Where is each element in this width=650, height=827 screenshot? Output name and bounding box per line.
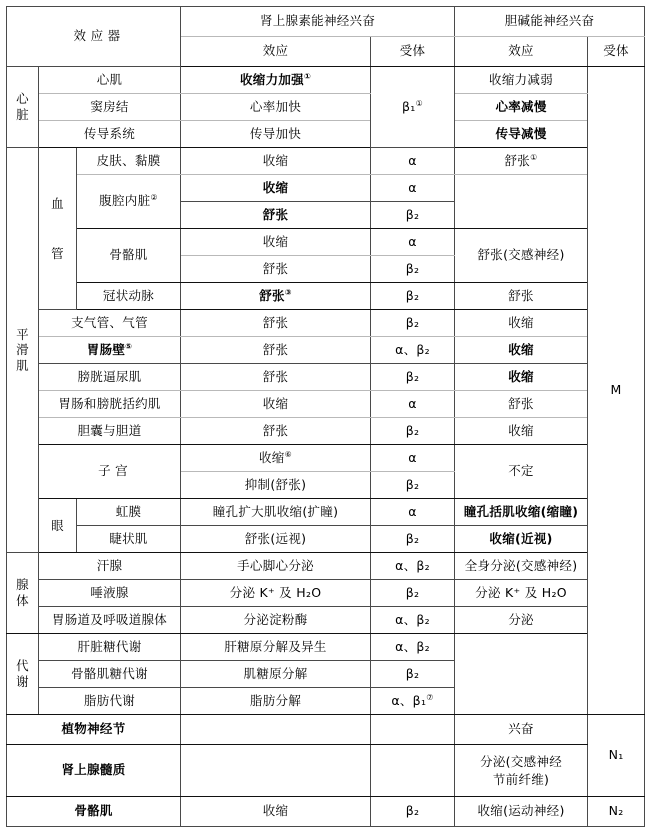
cholinergic-effect-salivary-gland: 分泌 K⁺ 及 H₂O — [455, 580, 588, 607]
cholinergic-effect-skeletal-muscle-vessel: 舒张(交感神经) — [455, 229, 588, 283]
organ-coronary-artery: 冠状动脉 — [77, 283, 181, 310]
cholinergic-effect-sweat-gland: 全身分泌(交感神经) — [455, 553, 588, 580]
adrenergic-effect-gi-bladder-sphincter: 收缩 — [181, 391, 371, 418]
adrenergic-receptor-skeletal-muscle-vessel-alpha: α — [371, 229, 455, 256]
adrenergic-receptor-skeletal-muscle-glucose-metabolism: β₂ — [371, 661, 455, 688]
adrenergic-receptor-gi-respiratory-glands: α、β₂ — [371, 607, 455, 634]
cholinergic-receptor-n2: N₂ — [588, 797, 645, 827]
header-adrenergic-effect: 效应 — [181, 37, 371, 67]
organ-adrenal-medulla: 肾上腺髓质 — [7, 745, 181, 797]
organ-skeletal-muscle: 骨骼肌 — [7, 797, 181, 827]
adrenergic-effect-ciliary-muscle: 舒张(远视) — [181, 526, 371, 553]
organ-fat-metabolism: 脂肪代谢 — [39, 688, 181, 715]
adrenergic-receptor-salivary-gland: β₂ — [371, 580, 455, 607]
table-row — [7, 148, 645, 175]
adrenergic-receptor-skin-mucosa: α — [371, 148, 455, 175]
adrenergic-receptor-coronary-artery: β₂ — [371, 283, 455, 310]
adrenergic-receptor-liver-glucose-metabolism: α、β₂ — [371, 634, 455, 661]
header-cholinergic-receptor: 受体 — [588, 37, 645, 67]
cholinergic-effect-uterus: 不定 — [455, 445, 588, 499]
adrenergic-effect-coronary-artery: 舒张③ — [181, 283, 371, 310]
adrenergic-effect-sweat-gland: 手心脚心分泌 — [181, 553, 371, 580]
adrenergic-receptor-autonomic-ganglion — [371, 715, 455, 745]
group-vessel: 血 管 — [39, 148, 77, 310]
table-row — [7, 715, 645, 745]
table-row — [7, 391, 645, 418]
organ-uterus: 子 宫 — [39, 445, 181, 499]
adrenergic-receptor-fat-metabolism: α、β₁⑦ — [371, 688, 455, 715]
adrenergic-effect-skeletal-muscle: 收缩 — [181, 797, 371, 827]
adrenergic-receptor-gastrointestinal-wall: α、β₂ — [371, 337, 455, 364]
header-row-1 — [7, 7, 645, 37]
cholinergic-effect-skeletal-muscle: 收缩(运动神经) — [455, 797, 588, 827]
adrenergic-receptor-sweat-gland: α、β₂ — [371, 553, 455, 580]
table-row — [7, 499, 645, 526]
organ-myocardium: 心肌 — [39, 67, 181, 94]
table-row — [7, 67, 645, 94]
organ-sweat-gland: 汗腺 — [39, 553, 181, 580]
adrenergic-effect-gastrointestinal-wall: 舒张 — [181, 337, 371, 364]
organ-conduction-system: 传导系统 — [39, 121, 181, 148]
table-row — [7, 580, 645, 607]
adrenergic-effect-fat-metabolism: 脂肪分解 — [181, 688, 371, 715]
footnote-mark: ② — [150, 193, 158, 203]
group-metabolism: 代 谢 — [7, 634, 39, 715]
table-row — [7, 607, 645, 634]
table-row — [7, 526, 645, 553]
cholinergic-effect-autonomic-ganglion: 兴奋 — [455, 715, 588, 745]
adrenergic-receptor-heart: β₁① — [371, 67, 455, 148]
header-effector: 效 应 器 — [7, 7, 181, 67]
table-row — [7, 310, 645, 337]
organ-ciliary-muscle: 睫状肌 — [77, 526, 181, 553]
adrenergic-effect-autonomic-ganglion — [181, 715, 371, 745]
table-row — [7, 445, 645, 472]
adrenergic-receptor-uterus-alpha: α — [371, 445, 455, 472]
adrenergic-effect-abdominal-viscera-constrict: 收缩 — [181, 175, 371, 202]
organ-gastrointestinal-wall: 胃肠壁⑤ — [39, 337, 181, 364]
table-row — [7, 283, 645, 310]
adrenergic-effect-skeletal-muscle-glucose-metabolism: 肌糖原分解 — [181, 661, 371, 688]
cholinergic-effect-adrenal-medulla: 分泌(交感神经 节前纤维) — [455, 745, 588, 797]
adrenergic-receptor-skeletal-muscle: β₂ — [371, 797, 455, 827]
autonomic-effector-table — [6, 6, 645, 827]
adrenergic-receptor-skeletal-muscle-vessel-beta2: β₂ — [371, 256, 455, 283]
adrenergic-receptor-abdominal-viscera-beta2: β₂ — [371, 202, 455, 229]
adrenergic-effect-adrenal-medulla — [181, 745, 371, 797]
adrenergic-effect-sinoatrial-node: 心率加快 — [181, 94, 371, 121]
footnote-mark: ⑦ — [426, 692, 434, 702]
cholinergic-effect-bladder-detrusor: 收缩 — [455, 364, 588, 391]
header-adrenergic-receptor: 受体 — [371, 37, 455, 67]
cholinergic-effect-ciliary-muscle: 收缩(近视) — [455, 526, 588, 553]
adrenergic-effect-gi-respiratory-glands: 分泌淀粉酶 — [181, 607, 371, 634]
cholinergic-effect-gastrointestinal-wall: 收缩 — [455, 337, 588, 364]
footnote-mark: ③ — [284, 287, 292, 297]
adrenergic-effect-liver-glucose-metabolism: 肝糖原分解及异生 — [181, 634, 371, 661]
organ-iris: 虹膜 — [77, 499, 181, 526]
adrenergic-effect-skin-mucosa: 收缩 — [181, 148, 371, 175]
cholinergic-effect-skin-mucosa: 舒张① — [455, 148, 588, 175]
footnote-mark: ① — [304, 71, 312, 81]
table-row — [7, 337, 645, 364]
adrenergic-effect-skeletal-muscle-vessel-constrict: 收缩 — [181, 229, 371, 256]
group-smooth-muscle: 平 滑 肌 — [7, 148, 39, 553]
organ-skin-mucosa: 皮肤、黏膜 — [77, 148, 181, 175]
group-gland: 腺 体 — [7, 553, 39, 634]
cholinergic-effect-abdominal-viscera — [455, 175, 588, 229]
adrenergic-receptor-gi-bladder-sphincter: α — [371, 391, 455, 418]
table-row — [7, 797, 645, 827]
cholinergic-receptor-n1: N₁ — [588, 715, 645, 797]
adrenergic-effect-bronchus-trachea: 舒张 — [181, 310, 371, 337]
adrenergic-effect-iris: 瞳孔扩大肌收缩(扩瞳) — [181, 499, 371, 526]
cholinergic-effect-coronary-artery: 舒张 — [455, 283, 588, 310]
table-row — [7, 553, 645, 580]
adrenergic-receptor-bronchus-trachea: β₂ — [371, 310, 455, 337]
organ-gallbladder-bile-duct: 胆囊与胆道 — [39, 418, 181, 445]
adrenergic-receptor-ciliary-muscle: β₂ — [371, 526, 455, 553]
organ-liver-glucose-metabolism: 肝脏糖代谢 — [39, 634, 181, 661]
organ-abdominal-viscera: 腹腔内脏② — [77, 175, 181, 229]
adrenergic-effect-salivary-gland: 分泌 K⁺ 及 H₂O — [181, 580, 371, 607]
cholinergic-effect-iris: 瞳孔括肌收缩(缩瞳) — [455, 499, 588, 526]
table-row — [7, 634, 645, 661]
table-row — [7, 745, 645, 797]
header-cholinergic: 胆碱能神经兴奋 — [455, 7, 645, 37]
organ-bladder-detrusor: 膀胱逼尿肌 — [39, 364, 181, 391]
adrenergic-effect-abdominal-viscera-dilate: 舒张 — [181, 202, 371, 229]
adrenergic-receptor-gallbladder-bile-duct: β₂ — [371, 418, 455, 445]
organ-gi-bladder-sphincter: 胃肠和膀胱括约肌 — [39, 391, 181, 418]
adrenergic-receptor-adrenal-medulla — [371, 745, 455, 797]
cholinergic-effect-bronchus-trachea: 收缩 — [455, 310, 588, 337]
cholinergic-receptor-m: M — [588, 67, 645, 715]
organ-sinoatrial-node: 窦房结 — [39, 94, 181, 121]
header-cholinergic-effect: 效应 — [455, 37, 588, 67]
adrenergic-effect-gallbladder-bile-duct: 舒张 — [181, 418, 371, 445]
cholinergic-effect-sinoatrial-node: 心率减慢 — [455, 94, 588, 121]
table-row — [7, 121, 645, 148]
organ-skeletal-muscle-glucose-metabolism: 骨骼肌糖代谢 — [39, 661, 181, 688]
cholinergic-effect-gi-bladder-sphincter: 舒张 — [455, 391, 588, 418]
footnote-mark: ① — [530, 152, 538, 162]
adrenergic-effect-uterus-inhibit: 抑制(舒张) — [181, 472, 371, 499]
footnote-mark: ⑤ — [125, 341, 133, 351]
adrenergic-receptor-bladder-detrusor: β₂ — [371, 364, 455, 391]
table-row — [7, 418, 645, 445]
organ-gi-respiratory-glands: 胃肠道及呼吸道腺体 — [39, 607, 181, 634]
cholinergic-effect-metabolism — [455, 634, 588, 715]
adrenergic-effect-bladder-detrusor: 舒张 — [181, 364, 371, 391]
adrenergic-receptor-iris: α — [371, 499, 455, 526]
footnote-mark: ① — [415, 98, 424, 108]
table-row — [7, 229, 645, 256]
organ-autonomic-ganglion: 植物神经节 — [7, 715, 181, 745]
header-adrenergic: 肾上腺素能神经兴奋 — [181, 7, 455, 37]
cholinergic-effect-myocardium: 收缩力减弱 — [455, 67, 588, 94]
organ-salivary-gland: 唾液腺 — [39, 580, 181, 607]
adrenergic-effect-uterus-constrict: 收缩⑥ — [181, 445, 371, 472]
cholinergic-effect-conduction-system: 传导减慢 — [455, 121, 588, 148]
adrenergic-receptor-abdominal-viscera-alpha: α — [371, 175, 455, 202]
footnote-mark: ⑥ — [284, 449, 293, 459]
group-heart: 心 脏 — [7, 67, 39, 148]
organ-skeletal-muscle-vessel: 骨骼肌 — [77, 229, 181, 283]
table-row — [7, 94, 645, 121]
adrenergic-receptor-uterus-beta2: β₂ — [371, 472, 455, 499]
cholinergic-effect-gi-respiratory-glands: 分泌 — [455, 607, 588, 634]
adrenergic-effect-skeletal-muscle-vessel-dilate: 舒张 — [181, 256, 371, 283]
table-row — [7, 175, 645, 202]
cholinergic-effect-gallbladder-bile-duct: 收缩 — [455, 418, 588, 445]
adrenergic-effect-conduction-system: 传导加快 — [181, 121, 371, 148]
group-eye: 眼 — [39, 499, 77, 553]
organ-bronchus-trachea: 支气管、气管 — [39, 310, 181, 337]
table-row — [7, 364, 645, 391]
adrenergic-effect-myocardium: 收缩力加强① — [181, 67, 371, 94]
